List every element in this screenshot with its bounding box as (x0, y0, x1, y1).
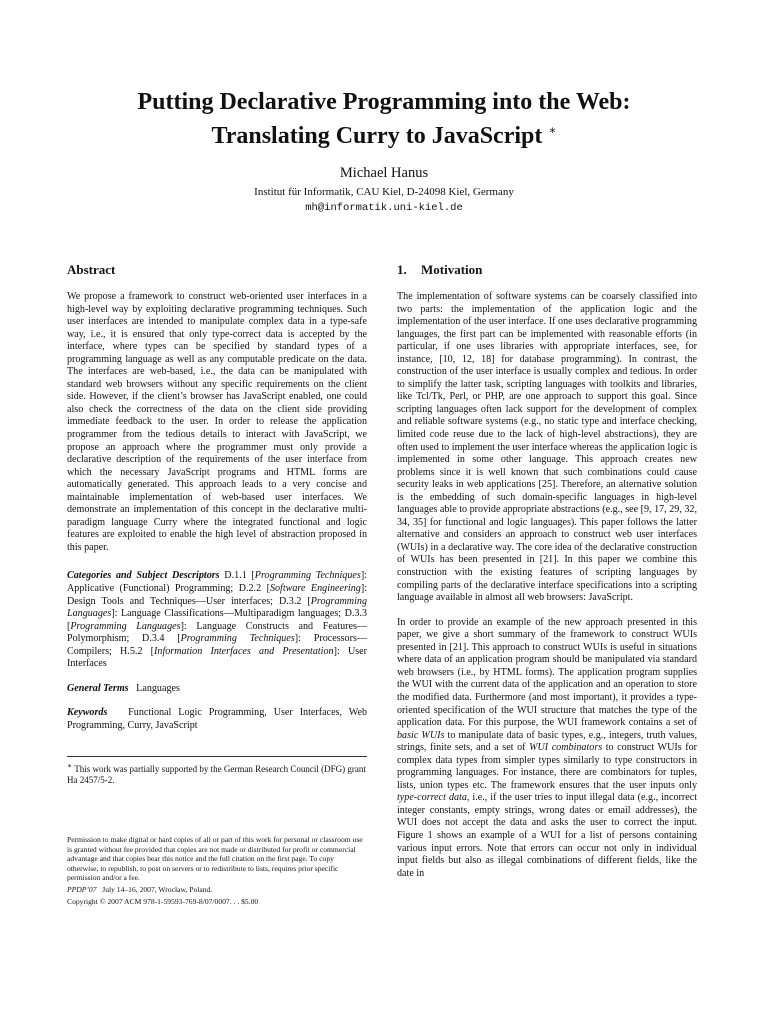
motivation-p2-part-0: In order to provide an example of the new approach presented in this paper, we give a short summary of the framework to construct WUIs presented in [21]. This approach to construct WUIs is useful in situations where data of an application program should be manipulated via standard web browsers (i.e., by HTML forms). The application program supplies the WUI with the current data of the application and an operation to store the modified data. Furthermore (and most important), it provides a type-oriented specification of the WUI structure that matches the type of the application data. For this purpose, the WUI framework contains a set of (397, 616, 697, 729)
motivation-p2-part-4: to construct WUIs for complex data types from simpler types similarly to type constructors in programming languages. For instance, there are combinators for tuples, lists, union types etc. The framework ensures that the user inputs only (397, 742, 698, 791)
footnote-mark: ∗ (67, 761, 73, 770)
funding-footnote (67, 756, 367, 786)
abstract-heading: Abstract (67, 262, 116, 277)
copyright-line: Copyright © 2007 ACM 978-1-59593-769-8/07/0007. . . $5.00 (67, 896, 259, 906)
categories-part-8: ]: Language Constructs and Features—Polymorphism; D.3.4 [ (67, 620, 367, 645)
left-column (67, 262, 367, 745)
categories-part-2: ]: Applicative (Functional) Programming; D.2.2 [ (67, 570, 367, 595)
right-column (397, 262, 697, 892)
categories-heading: Categories and Subject Descriptors (67, 570, 220, 582)
title-line-2-text: Translating Curry to JavaScript (211, 123, 543, 149)
keywords-text: Functional Logic Programming, User Interfaces, Web Programming, Curry, JavaScript (67, 707, 367, 731)
general-terms-text: Languages (136, 682, 180, 694)
permission-notice (67, 835, 367, 908)
categories-part-5: Programming Languages (67, 595, 367, 620)
categories-part-11: Information Interfaces and Presentation (154, 645, 334, 657)
categories-part-12: ]: User Interfaces (67, 645, 367, 670)
permission-text: Permission to make digital or hard copies of all or part of this work for personal or classroom use is granted without fee provided that copies are not made or distributed for profit or commercial advantage and that copies bear this notice and the full citation on the first page. To copy otherwise, to republish, to post on servers or to redistribute to lists, requires prior specific permission and/or a fee. (67, 835, 363, 883)
author-name: Michael Hanus (339, 165, 429, 181)
categories-part-3: Software Engineering (269, 583, 361, 595)
motivation-heading (397, 262, 697, 278)
keywords-heading: Keywords (67, 707, 108, 719)
motivation-p2-part-3: WUI combinators (529, 742, 603, 754)
categories-part-6: ]: Language Classifications—Multiparadigm languages; D.3.3 [ (67, 608, 367, 632)
title-line-2 (0, 116, 768, 150)
paper-title (0, 88, 768, 150)
motivation-p2-part-1: basic WUIs (397, 729, 445, 741)
section-number: 1. (397, 262, 407, 277)
keywords (67, 707, 367, 732)
motivation-paragraph-2 (397, 617, 697, 880)
categories-part-4: ]: Design Tools and Techniques—User interfaces; D.3.2 [ (67, 583, 368, 607)
categories-text (67, 570, 367, 669)
author-email: mh@informatik.uni-kiel.de (305, 202, 463, 214)
categories-part-9: Programming Techniques (180, 633, 295, 645)
motivation-paragraph-1: The implementation of software systems can be coarsely classified into two parts: the implementation of the application logic and the implementation of the user interface. If one uses declarative programming languages, the first part can be implemented with reasonable efforts (in particular, if one uses libraries with appropriate interfaces, see, for instance, [10, 12, 18] for database programming). In contrast, the construction of the user interface is usually complex and tedious. In order to simplify the latter task, scripting languages with toolkits and libraries, like Tcl/Tk, Perl, or PHP, are one approach to support this goal. Since scripting languages often lack support for the development of complex and reliable software systems (e.g., no static type and interface checking, limited code reuse due to the lack of high-level abstractions), they are often used to implement the user interface whereas the application logic is implemented in some other language. This approach creates new problems since it is well known that such combinations could cause security leaks in web applications [25]. Therefore, an alternative solution is the embedding of such domain-specific languages in high-level languages able to provide appropriate abstractions (e.g., see [9, 17, 29, 32, 34, 35] for functional and logic languages). This paper follows the latter alternative and considers an approach to construct web user interfaces (WUIs) in a declarative way. The core idea of the declarative construction of WUIs has been presented in [21]. In this paper we combine this construction with the existing features of scripting languages by compiling parts of the declarative interface specifications into a scripting language available in almost all web browsers: JavaScript. (397, 291, 697, 604)
general-terms-heading: General Terms (67, 682, 129, 694)
categories-part-10: ]: Processors—Compilers; H.5.2 [ (67, 633, 367, 657)
motivation-p2-part-2: to manipulate data of basic types, e.g., integers, truth values, strings, finite sets, and a set of (397, 729, 697, 754)
categories-part-7: Programming Languages (70, 620, 181, 632)
motivation-p2-part-5: type-correct data (397, 792, 467, 804)
conference-name: PPDP’07 (67, 884, 97, 894)
footnote-text: This work was partially supported by the German Research Council (DFG) grant Ha 2457/5-2. (67, 764, 366, 785)
categories-part-1: Programming Techniques (254, 570, 361, 582)
conference-details: July 14–16, 2007, Wrocław, Poland. (102, 884, 213, 894)
categories-part-0: D.1.1 [ (219, 570, 255, 582)
general-terms (67, 683, 367, 696)
title-footnote-mark: ∗ (548, 123, 557, 137)
author-affiliation: Institut für Informatik, CAU Kiel, D-24098 Kiel, Germany (254, 186, 514, 198)
section-title: Motivation (421, 262, 483, 277)
conference-line (67, 885, 367, 895)
abstract-text: We propose a framework to construct web-oriented user interfaces in a high-level way by exploiting declarative programming techniques. Such user interfaces are intended to manipulate complex data in a type-safe way, i.e., it is ensured that only type-correct data is accepted by the interface, where types can be specified by standard types of a programming language as well as any computable predicate on the data. The interfaces are web-based, i.e., the data can be manipulated with standard web browsers without any specific requirements on the client side. However, if the client’s browser has JavaScript enabled, one could also check the correctness of the data on the client side providing immediate feedback to the user. In order to release the application programmer from the tedious details to interact with JavaScript, we propose an approach where the programmer must only provide a declarative description of the requirements of the user interface from which the necessary JavaScript programs and HTML forms are automatically generated. This approach leads to a very concise and maintainable implementation of web-based user interfaces. We demonstrate an implementation of this concept in the declarative multi-paradigm language Curry where the integrated functional and logic features are exploited to enable the high level of abstraction proposed in this paper. (67, 291, 367, 553)
categories-descriptors (67, 570, 367, 670)
title-line-1: Putting Declarative Programming into the Web: (137, 89, 631, 115)
motivation-p2-part-6: , i.e., if the user tries to input illegal data (e.g., incorrect integer constants, empty strings, wrong dates or email addresses), the WUI does not accept the data and asks the user to correct the input. Figure 1 shows an example of a WUI for a list of persons containing various input errors. Note that errors can occur not only in individual input fields but also as illegal combinations of different fields, like the date in (397, 792, 697, 879)
